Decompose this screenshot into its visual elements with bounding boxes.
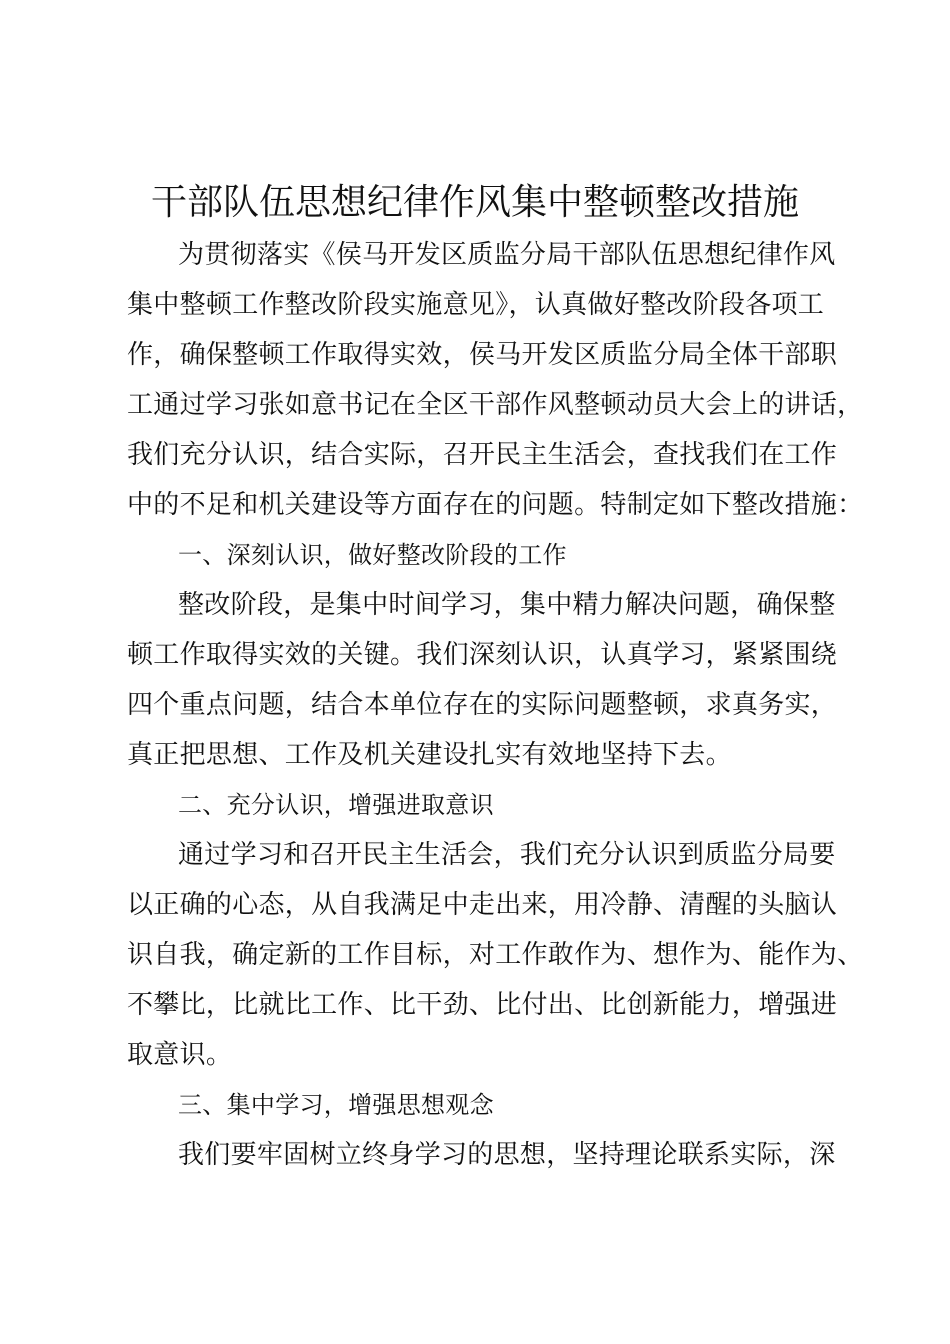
paragraph-line: 识自我，确定新的工作目标，对工作敢作为、想作为、能作为、 <box>127 940 864 970</box>
paragraph-line: 顿工作取得实效的关键。我们深刻认识，认真学习，紧紧围绕 <box>127 640 838 670</box>
paragraph-line: 中的不足和机关建设等方面存在的问题。特制定如下整改措施： <box>127 490 864 520</box>
paragraph-line: 以正确的心态，从自我满足中走出来，用冷静、清醒的头脑认 <box>127 890 838 920</box>
paragraph-line: 为贯彻落实《侯马开发区质监分局干部队伍思想纪律作风 <box>178 240 836 270</box>
section-heading-1: 一、深刻认识，做好整改阶段的工作 <box>178 541 567 569</box>
document-title: 干部队伍思想纪律作风集中整顿整改措施 <box>150 182 799 223</box>
paragraph-line: 作，确保整顿工作取得实效，侯马开发区质监分局全体干部职 <box>127 340 838 370</box>
section-heading-2: 二、充分认识，增强进取意识 <box>178 791 494 819</box>
paragraph-line: 取意识。 <box>127 1040 233 1070</box>
paragraph-line: 真正把思想、工作及机关建设扎实有效地坚持下去。 <box>127 740 732 770</box>
paragraph-line: 四个重点问题，结合本单位存在的实际问题整顿，求真务实， <box>127 690 838 720</box>
paragraph-line: 不攀比，比就比工作、比干劲、比付出、比创新能力，增强进 <box>127 990 838 1020</box>
paragraph-line: 整改阶段，是集中时间学习，集中精力解决问题，确保整 <box>178 590 836 620</box>
paragraph-line: 我们充分认识，结合实际，召开民主生活会，查找我们在工作 <box>127 440 838 470</box>
paragraph-line: 工通过学习张如意书记在全区干部作风整顿动员大会上的讲话， <box>127 390 864 420</box>
paragraph-line: 我们要牢固树立终身学习的思想，坚持理论联系实际，深 <box>178 1140 836 1170</box>
paragraph-line: 集中整顿工作整改阶段实施意见》，认真做好整改阶段各项工 <box>127 290 825 320</box>
paragraph-line: 通过学习和召开民主生活会，我们充分认识到质监分局要 <box>178 840 836 870</box>
section-heading-3: 三、集中学习，增强思想观念 <box>178 1091 494 1119</box>
